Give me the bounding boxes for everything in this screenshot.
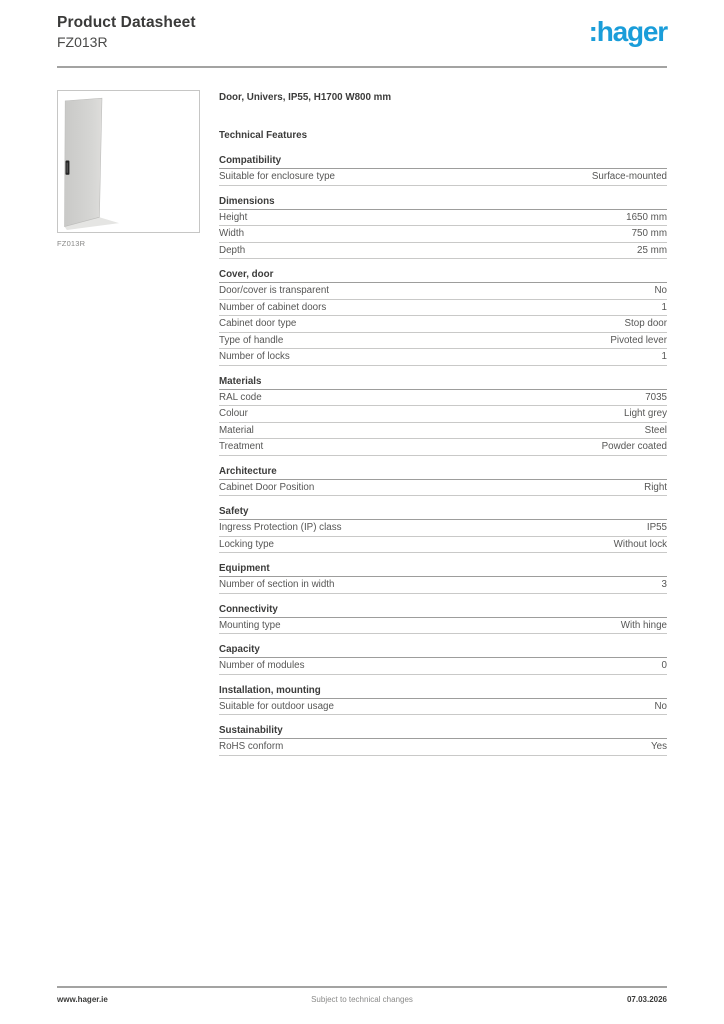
spec-value: 1 bbox=[661, 301, 667, 313]
spec-row bbox=[219, 300, 667, 317]
spec-value: 3 bbox=[661, 579, 667, 590]
spec-value: Pivoted lever bbox=[610, 334, 667, 346]
product-image bbox=[57, 90, 200, 233]
spec-row bbox=[219, 439, 667, 456]
spec-label: Mounting type bbox=[219, 619, 281, 631]
spec-label: Colour bbox=[219, 408, 248, 419]
spec-value: Stop door bbox=[624, 318, 667, 329]
spec-section bbox=[219, 196, 667, 260]
footer-date: 07.03.2026 bbox=[626, 995, 667, 1004]
spec-label: Number of section in width bbox=[219, 579, 335, 590]
spec-label: Type of handle bbox=[219, 334, 284, 346]
main-content bbox=[57, 90, 667, 766]
spec-value: No bbox=[654, 700, 667, 712]
spec-value: Light grey bbox=[623, 408, 667, 419]
spec-section bbox=[219, 155, 667, 186]
section-heading: Dimensions bbox=[219, 196, 667, 210]
spec-row bbox=[219, 333, 667, 350]
spec-label: Door/cover is transparent bbox=[219, 285, 329, 296]
spec-value: 750 mm bbox=[631, 228, 667, 239]
spec-row bbox=[219, 226, 667, 243]
spec-label: Number of modules bbox=[219, 660, 305, 671]
section-heading: Installation, mounting bbox=[219, 685, 667, 699]
section-rows bbox=[219, 658, 667, 675]
spec-row bbox=[219, 243, 667, 260]
spec-row bbox=[219, 406, 667, 423]
section-rows bbox=[219, 480, 667, 497]
section-heading: Connectivity bbox=[219, 604, 667, 618]
header-divider bbox=[57, 66, 667, 68]
spec-row bbox=[219, 210, 667, 227]
spec-row bbox=[219, 577, 667, 594]
section-heading: Sustainability bbox=[219, 725, 667, 739]
spec-row bbox=[219, 618, 667, 635]
spec-section bbox=[219, 466, 667, 497]
section-rows bbox=[219, 283, 667, 366]
spec-column bbox=[219, 90, 667, 766]
section-heading: Architecture bbox=[219, 466, 667, 480]
spec-section bbox=[219, 604, 667, 635]
document-title: Product Datasheet bbox=[57, 14, 196, 31]
header-title-block bbox=[57, 14, 196, 50]
spec-row bbox=[219, 316, 667, 333]
spec-value: 25 mm bbox=[637, 244, 667, 256]
spec-value: 0 bbox=[661, 660, 667, 671]
image-caption: FZ013R bbox=[57, 239, 86, 248]
spec-label: Width bbox=[219, 228, 245, 239]
spec-row bbox=[219, 480, 667, 497]
section-rows bbox=[219, 390, 667, 456]
section-rows bbox=[219, 699, 667, 716]
spec-label: RoHS conform bbox=[219, 741, 284, 752]
spec-section bbox=[219, 644, 667, 675]
spec-sections bbox=[219, 155, 667, 756]
section-heading: Safety bbox=[219, 506, 667, 520]
product-title: Door, Univers, IP55, H1700 W800 mm bbox=[219, 92, 392, 103]
spec-value: No bbox=[654, 285, 667, 296]
spec-row bbox=[219, 169, 667, 186]
spec-label: Number of cabinet doors bbox=[219, 301, 327, 313]
spec-value: IP55 bbox=[646, 522, 667, 533]
spec-label: Cabinet Door Position bbox=[219, 481, 315, 493]
spec-label: Locking type bbox=[219, 538, 275, 550]
spec-value: 1650 mm bbox=[626, 211, 667, 223]
product-image-column bbox=[57, 90, 200, 766]
spec-label: Number of locks bbox=[219, 351, 290, 362]
spec-section bbox=[219, 563, 667, 594]
spec-label: Material bbox=[219, 424, 254, 436]
spec-value: Steel bbox=[644, 424, 667, 436]
spec-row bbox=[219, 699, 667, 716]
product-reference: FZ013R bbox=[57, 34, 108, 50]
spec-label: Ingress Protection (IP) class bbox=[219, 522, 342, 533]
section-rows bbox=[219, 618, 667, 635]
spec-row bbox=[219, 423, 667, 440]
spec-label: Cabinet door type bbox=[219, 318, 297, 329]
spec-section bbox=[219, 725, 667, 756]
door-handle-inset bbox=[66, 162, 68, 172]
footer-note: Subject to technical changes bbox=[311, 995, 413, 1004]
spec-value: Without lock bbox=[613, 538, 667, 550]
spec-section bbox=[219, 685, 667, 716]
spec-label: Depth bbox=[219, 244, 246, 256]
spec-value: 7035 bbox=[645, 391, 667, 403]
page-footer bbox=[57, 986, 667, 1004]
door-illustration bbox=[58, 91, 199, 232]
door-panel bbox=[65, 98, 102, 226]
section-rows bbox=[219, 169, 667, 186]
spec-row bbox=[219, 283, 667, 300]
spec-row bbox=[219, 739, 667, 756]
spec-label: Treatment bbox=[219, 441, 264, 452]
section-heading: Capacity bbox=[219, 644, 667, 658]
section-heading: Compatibility bbox=[219, 155, 667, 169]
spec-section bbox=[219, 506, 667, 553]
spec-label: Height bbox=[219, 211, 248, 223]
spec-label: Suitable for outdoor usage bbox=[219, 700, 334, 712]
technical-features-title: Technical Features bbox=[219, 130, 308, 141]
spec-row bbox=[219, 537, 667, 554]
spec-value: Powder coated bbox=[601, 441, 667, 452]
section-rows bbox=[219, 520, 667, 553]
spec-label: Suitable for enclosure type bbox=[219, 171, 335, 182]
spec-value: Yes bbox=[651, 741, 667, 752]
spec-label: RAL code bbox=[219, 391, 262, 403]
page-header bbox=[57, 14, 667, 50]
section-heading: Equipment bbox=[219, 563, 667, 577]
spec-row bbox=[219, 390, 667, 407]
spec-row bbox=[219, 658, 667, 675]
spec-value: Surface-mounted bbox=[591, 171, 667, 182]
spec-section bbox=[219, 269, 667, 366]
spec-section bbox=[219, 376, 667, 456]
section-heading: Materials bbox=[219, 376, 667, 390]
spec-row bbox=[219, 520, 667, 537]
spec-value: Right bbox=[644, 481, 667, 493]
section-rows bbox=[219, 739, 667, 756]
website-link[interactable]: www.hager.ie bbox=[57, 995, 108, 1004]
section-heading: Cover, door bbox=[219, 269, 667, 283]
spec-value: 1 bbox=[661, 351, 667, 362]
spec-row bbox=[219, 349, 667, 366]
hager-logo: :hager bbox=[588, 16, 667, 47]
section-rows bbox=[219, 577, 667, 594]
spec-value: With hinge bbox=[620, 619, 667, 631]
section-rows bbox=[219, 210, 667, 260]
